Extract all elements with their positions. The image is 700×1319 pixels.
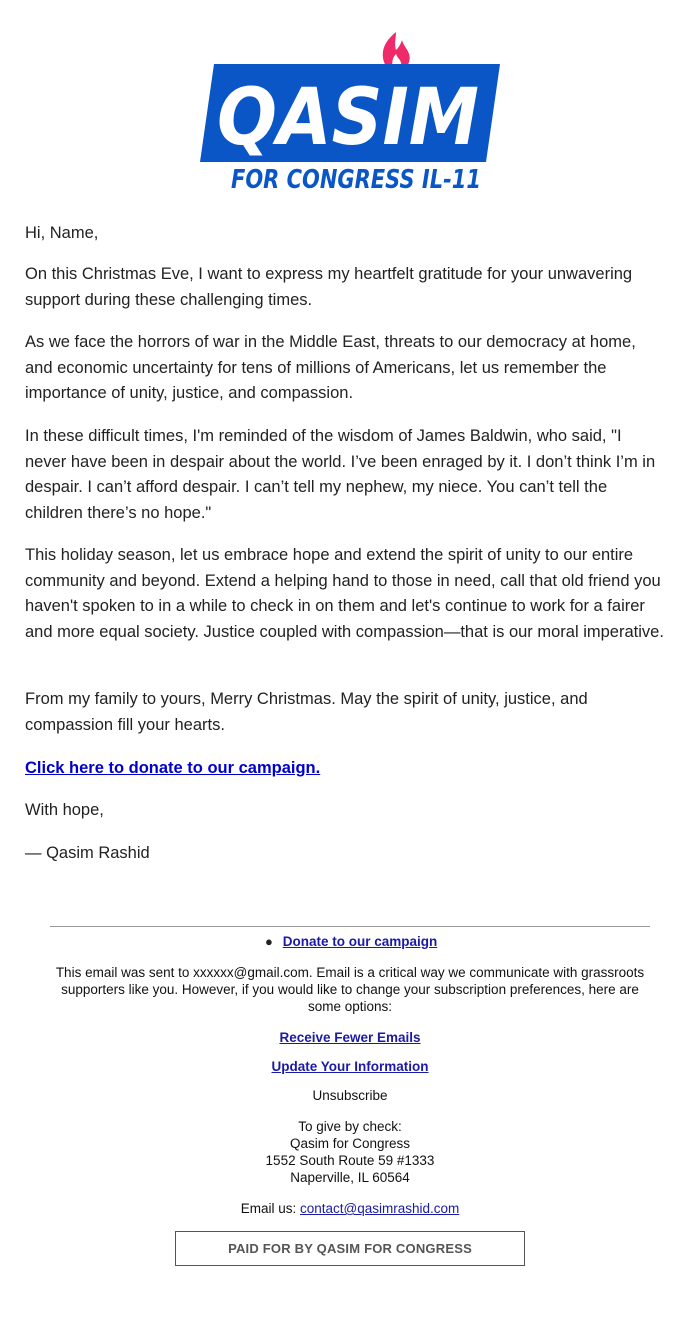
paid-for-disclaimer: PAID FOR BY QASIM FOR CONGRESS <box>175 1231 525 1266</box>
check-line-4: Naperville, IL 60564 <box>290 1170 410 1185</box>
update-information-link[interactable]: Update Your Information <box>271 1059 429 1074</box>
logo-banner <box>200 64 500 195</box>
greeting: Hi, Name, <box>25 224 99 242</box>
paragraph-gratitude: On this Christmas Eve, I want to express my heartfelt gratitude for your unwavering support during these challenging times. <box>25 265 633 309</box>
contact-email-link[interactable]: contact@qasimrashid.com <box>300 1201 460 1216</box>
bullet-icon: ● <box>265 934 273 949</box>
footer-donate-link[interactable]: Donate to our campaign <box>282 934 438 949</box>
closing: With hope, <box>25 801 104 819</box>
logo-subtitle: FOR CONGRESS IL-11 <box>231 165 481 195</box>
paragraph-holiday: This holiday season, let us embrace hope and extend the spirit of unity to our entire community and beyond. Extend a helping hand to those in need, call that old friend you haven't spoken to in a while to check in on them and let's continue to work for a fairer and more equal society. Justice coupled with compassion—that is our moral imperative. <box>25 546 664 641</box>
check-address <box>50 1118 650 1186</box>
logo-wordmark: QASIM <box>217 73 479 163</box>
check-line-1: To give by check: <box>298 1119 402 1134</box>
signature: — Qasim Rashid <box>25 844 150 862</box>
check-line-3: 1552 South Route 59 #1333 <box>265 1153 435 1168</box>
donate-link[interactable]: Click here to donate to our campaign. <box>25 759 321 777</box>
campaign-logo <box>196 30 504 200</box>
paragraph-merry-christmas: From my family to yours, Merry Christmas. May the spirit of unity, justice, and compassion fill your hearts. <box>25 690 588 734</box>
paragraph-world: As we face the horrors of war in the Middle East, threats to our democracy at home, and economic uncertainty for tens of millions of Americans, let us remember the importance of unity, justice, and compassion. <box>25 333 636 402</box>
unsubscribe-link[interactable]: Unsubscribe <box>312 1088 388 1103</box>
receive-fewer-emails-link[interactable]: Receive Fewer Emails <box>279 1030 421 1045</box>
subscription-notice: This email was sent to xxxxxx@gmail.com. Email is a critical way we communicate with grassroots supporters like you. However, if you would like to change your subscription preferences, here are some options: <box>55 965 645 1014</box>
email-label: Email us: <box>240 1201 297 1216</box>
paragraph-baldwin: In these difficult times, I'm reminded of the wisdom of James Baldwin, who said, "I never have been in despair about the world. I’ve been enraged by it. I don’t think I’m in despair. I can’t afford despair. I can’t tell my nephew, my niece. You can’t tell the children there’s no hope." <box>25 427 656 522</box>
footer-divider <box>50 926 650 927</box>
check-line-2: Qasim for Congress <box>289 1136 411 1151</box>
email-us <box>50 1200 650 1217</box>
